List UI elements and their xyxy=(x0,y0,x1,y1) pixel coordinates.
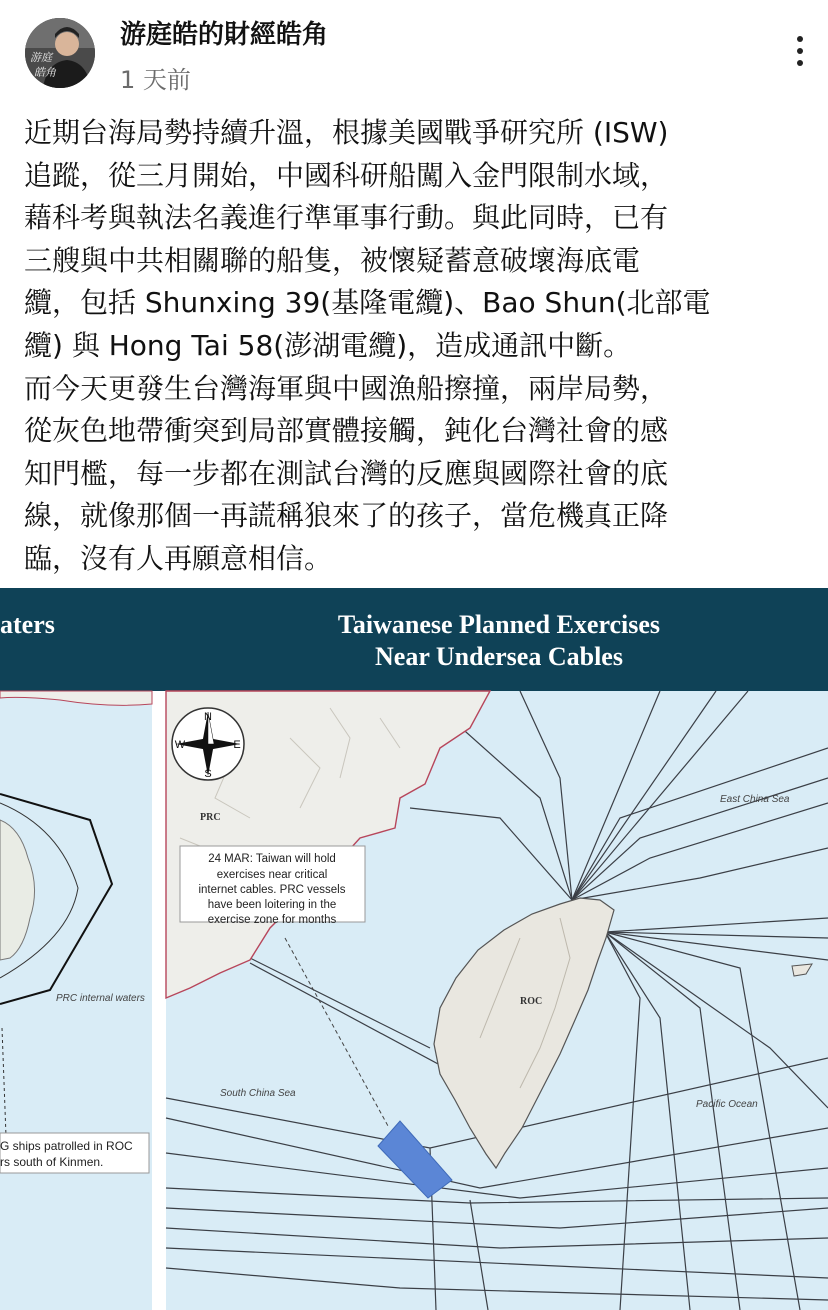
callout-line-3: internet cables. PRC vessels xyxy=(198,884,346,896)
post-line: 藉科考與執法名義進行準軍事行動。與此同時，已有 xyxy=(24,201,669,235)
post-line: 纜，包括 Shunxing 39(基隆電纜)、Bao Shun(北部電 xyxy=(24,286,711,320)
post-line: 而今天更發生台灣海軍與中國漁船擦撞，兩岸局勢， xyxy=(24,371,669,405)
compass-w: W xyxy=(174,739,186,751)
post-time: 1 天前 xyxy=(120,66,191,94)
post-line: 臨，沒有人再願意相信。 xyxy=(24,541,333,575)
panel-divider xyxy=(152,691,166,1310)
post-line: 從灰色地帶衝突到局部實體接觸，鈍化台灣社會的感 xyxy=(24,414,669,448)
post-image-map[interactable] xyxy=(0,588,828,1310)
avatar-portrait xyxy=(25,18,95,88)
label-prc: PRC xyxy=(200,812,221,823)
compass-n: N xyxy=(204,711,212,723)
post-body xyxy=(24,112,784,581)
callout-line-5: exercise zone for months xyxy=(207,914,337,926)
compass-s: S xyxy=(204,768,212,780)
post-line: 追蹤，從三月開始，中國科研船闖入金門限制水域， xyxy=(24,158,669,192)
compass-e: E xyxy=(233,739,241,751)
avatar-caption-1: 游庭 xyxy=(30,51,52,64)
callout-line-2: exercises near critical xyxy=(216,869,328,881)
callout-line-4: have been loitering in the xyxy=(207,899,337,911)
post-header xyxy=(0,0,828,100)
compass-rose-icon xyxy=(172,708,244,780)
post-line: 近期台海局勢持續升溫，根據美國戰爭研究所 (ISW) xyxy=(24,116,669,149)
left-callout-line-2: rs south of Kinmen. xyxy=(0,1155,104,1169)
author-name[interactable]: 游庭皓的財經皓角 xyxy=(120,20,329,50)
label-south-china-sea: South China Sea xyxy=(220,1088,296,1099)
post-line: 線，就像那個一再謊稱狼來了的孩子，當危機真正降 xyxy=(24,499,669,533)
avatar[interactable] xyxy=(25,18,95,88)
left-map-title-fragment: aters xyxy=(0,610,55,639)
avatar-caption-2: 皓角 xyxy=(34,66,56,79)
left-callout-line-1: G ships patrolled in ROC xyxy=(0,1139,133,1153)
label-east-china-sea: East China Sea xyxy=(720,794,790,805)
more-vertical-icon[interactable] xyxy=(790,36,810,76)
label-roc: ROC xyxy=(520,996,543,1007)
map-title-line-2: Near Undersea Cables xyxy=(375,642,623,671)
label-pacific-ocean: Pacific Ocean xyxy=(696,1099,758,1110)
post-line: 知門檻，每一步都在測試台灣的反應與國際社會的底 xyxy=(24,456,669,490)
post-line: 三艘與中共相關聯的船隻，被懷疑蓄意破壞海底電 xyxy=(24,243,641,277)
post-line: 纜) 與 Hong Tai 58(澎湖電纜)，造成通訊中斷。 xyxy=(24,328,632,362)
map-title-line-1: Taiwanese Planned Exercises xyxy=(337,610,661,639)
map-title-bar xyxy=(0,588,828,691)
callout-line-1: 24 MAR: Taiwan will hold xyxy=(208,853,336,865)
left-internal-waters-label: PRC internal waters xyxy=(56,993,145,1004)
